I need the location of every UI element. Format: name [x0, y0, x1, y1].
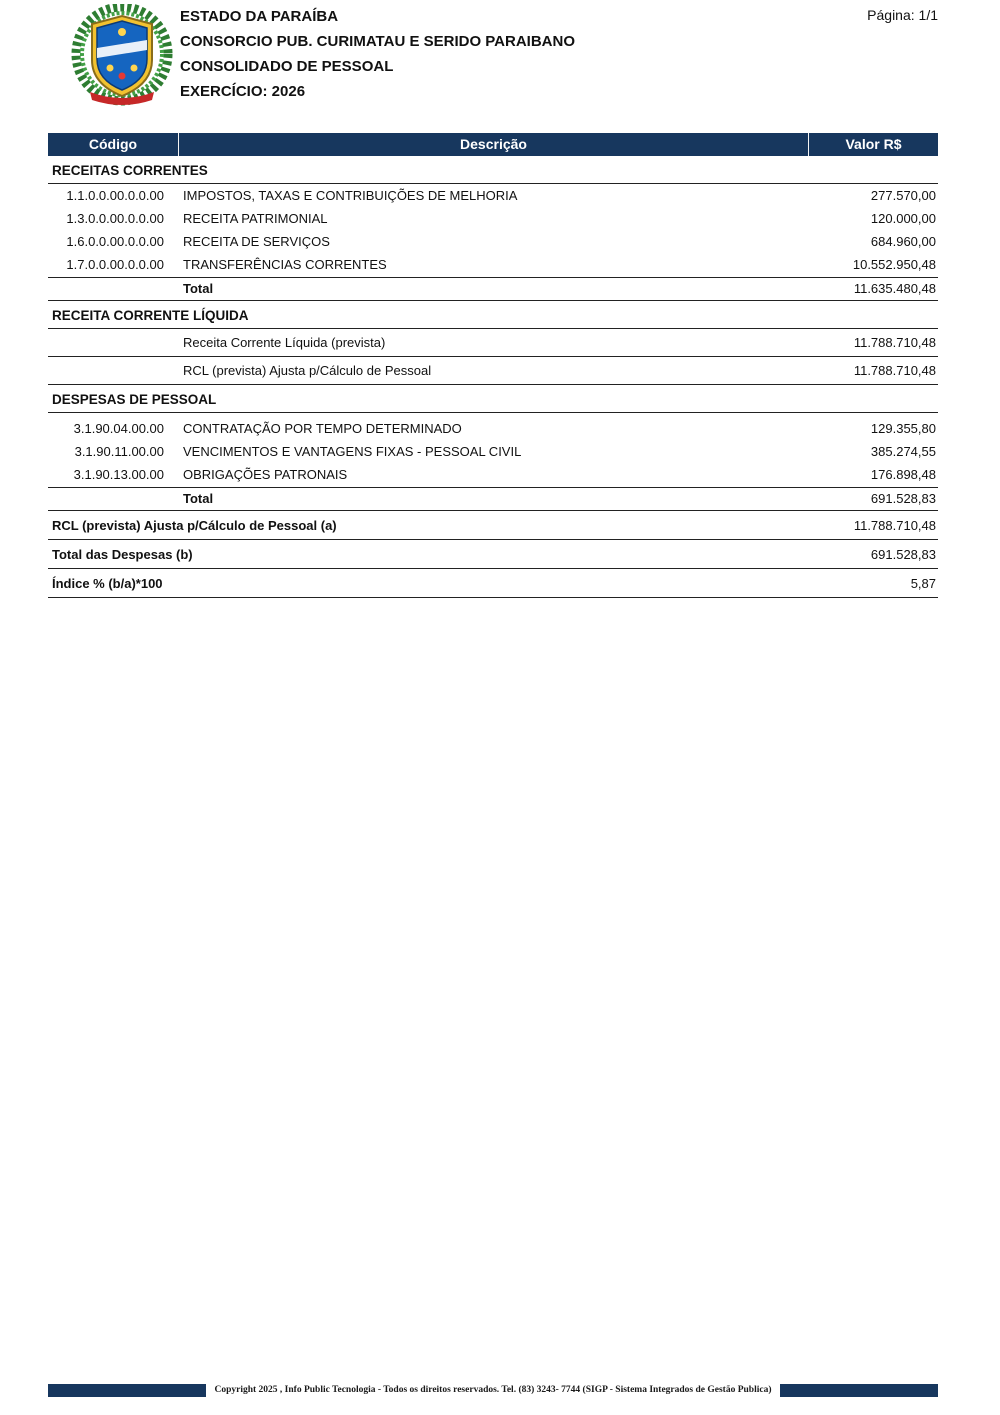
column-header-valor: Valor R$ — [808, 133, 938, 156]
row-description: Receita Corrente Líquida (prevista) — [183, 335, 386, 350]
table-row — [48, 253, 938, 276]
row-value: 120.000,00 — [870, 211, 936, 226]
row-value: 277.570,00 — [870, 188, 936, 203]
row-value: 684.960,00 — [870, 234, 936, 249]
row-code: 1.3.0.0.00.0.0.00 — [66, 211, 164, 226]
report-header — [0, 0, 1000, 125]
row-code: 1.7.0.0.00.0.0.00 — [66, 257, 164, 272]
section-title: RECEITA CORRENTE LÍQUIDA — [48, 301, 938, 329]
column-header-descricao: Descrição — [178, 133, 808, 156]
row-description: RECEITA PATRIMONIAL — [183, 211, 328, 226]
row-value: 10.552.950,48 — [852, 257, 936, 272]
row-description: IMPOSTOS, TAXAS E CONTRIBUIÇÕES DE MELHORIA — [183, 188, 518, 203]
summary-value: 5,87 — [910, 576, 936, 591]
header-title-block — [180, 4, 575, 104]
summary-value: 11.788.710,48 — [853, 518, 936, 533]
row-description: TRANSFERÊNCIAS CORRENTES — [183, 257, 387, 272]
row-value: 129.355,80 — [870, 421, 936, 436]
header-line-entity: CONSORCIO PUB. CURIMATAU E SERIDO PARAIBANO — [180, 33, 576, 50]
column-header-codigo: Código — [88, 136, 138, 152]
total-row — [48, 277, 938, 301]
coat-of-arms-icon — [68, 4, 176, 106]
section-despesas-de-pessoal — [48, 385, 938, 511]
row-code: 1.6.0.0.00.0.0.00 — [66, 234, 164, 249]
total-value: 691.528,83 — [870, 491, 936, 506]
summary-label: RCL (prevista) Ajusta p/Cálculo de Pessoal (a) — [52, 518, 337, 533]
total-row — [48, 487, 938, 511]
summary-row-indice — [48, 569, 938, 598]
header-line-state: ESTADO DA PARAÍBA — [180, 8, 339, 25]
total-label: Total — [183, 281, 214, 296]
table-header-row — [48, 133, 938, 156]
summary-label: Total das Despesas (b) — [52, 547, 193, 562]
table-row — [48, 417, 938, 440]
row-value: 11.788.710,48 — [853, 363, 936, 378]
row-value: 385.274,55 — [870, 444, 936, 459]
row-code: 3.1.90.11.00.00 — [74, 444, 164, 459]
table-row — [48, 463, 938, 486]
section-receita-corrente-liquida — [48, 301, 938, 385]
coat-of-arms-logo — [68, 4, 176, 106]
table-row — [48, 230, 938, 253]
table-row — [48, 207, 938, 230]
row-description: VENCIMENTOS E VANTAGENS FIXAS - PESSOAL CIVIL — [183, 444, 522, 459]
section-title: DESPESAS DE PESSOAL — [48, 385, 938, 413]
report-table — [48, 133, 938, 598]
row-description: RECEITA DE SERVIÇOS — [183, 234, 330, 249]
header-line-report: CONSOLIDADO DE PESSOAL — [180, 58, 394, 75]
row-code: 1.1.0.0.00.0.0.00 — [66, 188, 164, 203]
summary-row-rcl-a — [48, 511, 938, 540]
summary-row-total-despesas-b — [48, 540, 938, 569]
table-row — [48, 329, 938, 357]
total-value: 11.635.480,48 — [853, 281, 936, 296]
table-row — [48, 184, 938, 207]
footer-bar — [48, 1384, 938, 1397]
footer-copyright: Copyright 2025 , Info Public Tecnologia - Todos os direitos reservados. Tel. (83) 3243- 7744 (SIGP - Sistema Integrados de Gestão Publica) — [206, 1384, 779, 1397]
row-description: OBRIGAÇÕES PATRONAIS — [183, 467, 348, 482]
row-description: CONTRATAÇÃO POR TEMPO DETERMINADO — [183, 421, 462, 436]
row-description: RCL (prevista) Ajusta p/Cálculo de Pessoal — [183, 363, 432, 378]
section-receitas-correntes — [48, 156, 938, 301]
total-label: Total — [183, 491, 214, 506]
header-line-exercise: EXERCÍCIO: 2026 — [180, 83, 306, 100]
summary-label: Índice % (b/a)*100 — [52, 576, 163, 591]
page-number: Página: 1/1 — [867, 7, 938, 23]
row-code: 3.1.90.04.00.00 — [73, 421, 164, 436]
row-code: 3.1.90.13.00.00 — [73, 467, 164, 482]
section-title: RECEITAS CORRENTES — [48, 156, 938, 184]
table-row — [48, 357, 938, 385]
summary-value: 691.528,83 — [870, 547, 936, 562]
row-value: 11.788.710,48 — [853, 335, 936, 350]
row-value: 176.898,48 — [870, 467, 936, 482]
table-row — [48, 440, 938, 463]
